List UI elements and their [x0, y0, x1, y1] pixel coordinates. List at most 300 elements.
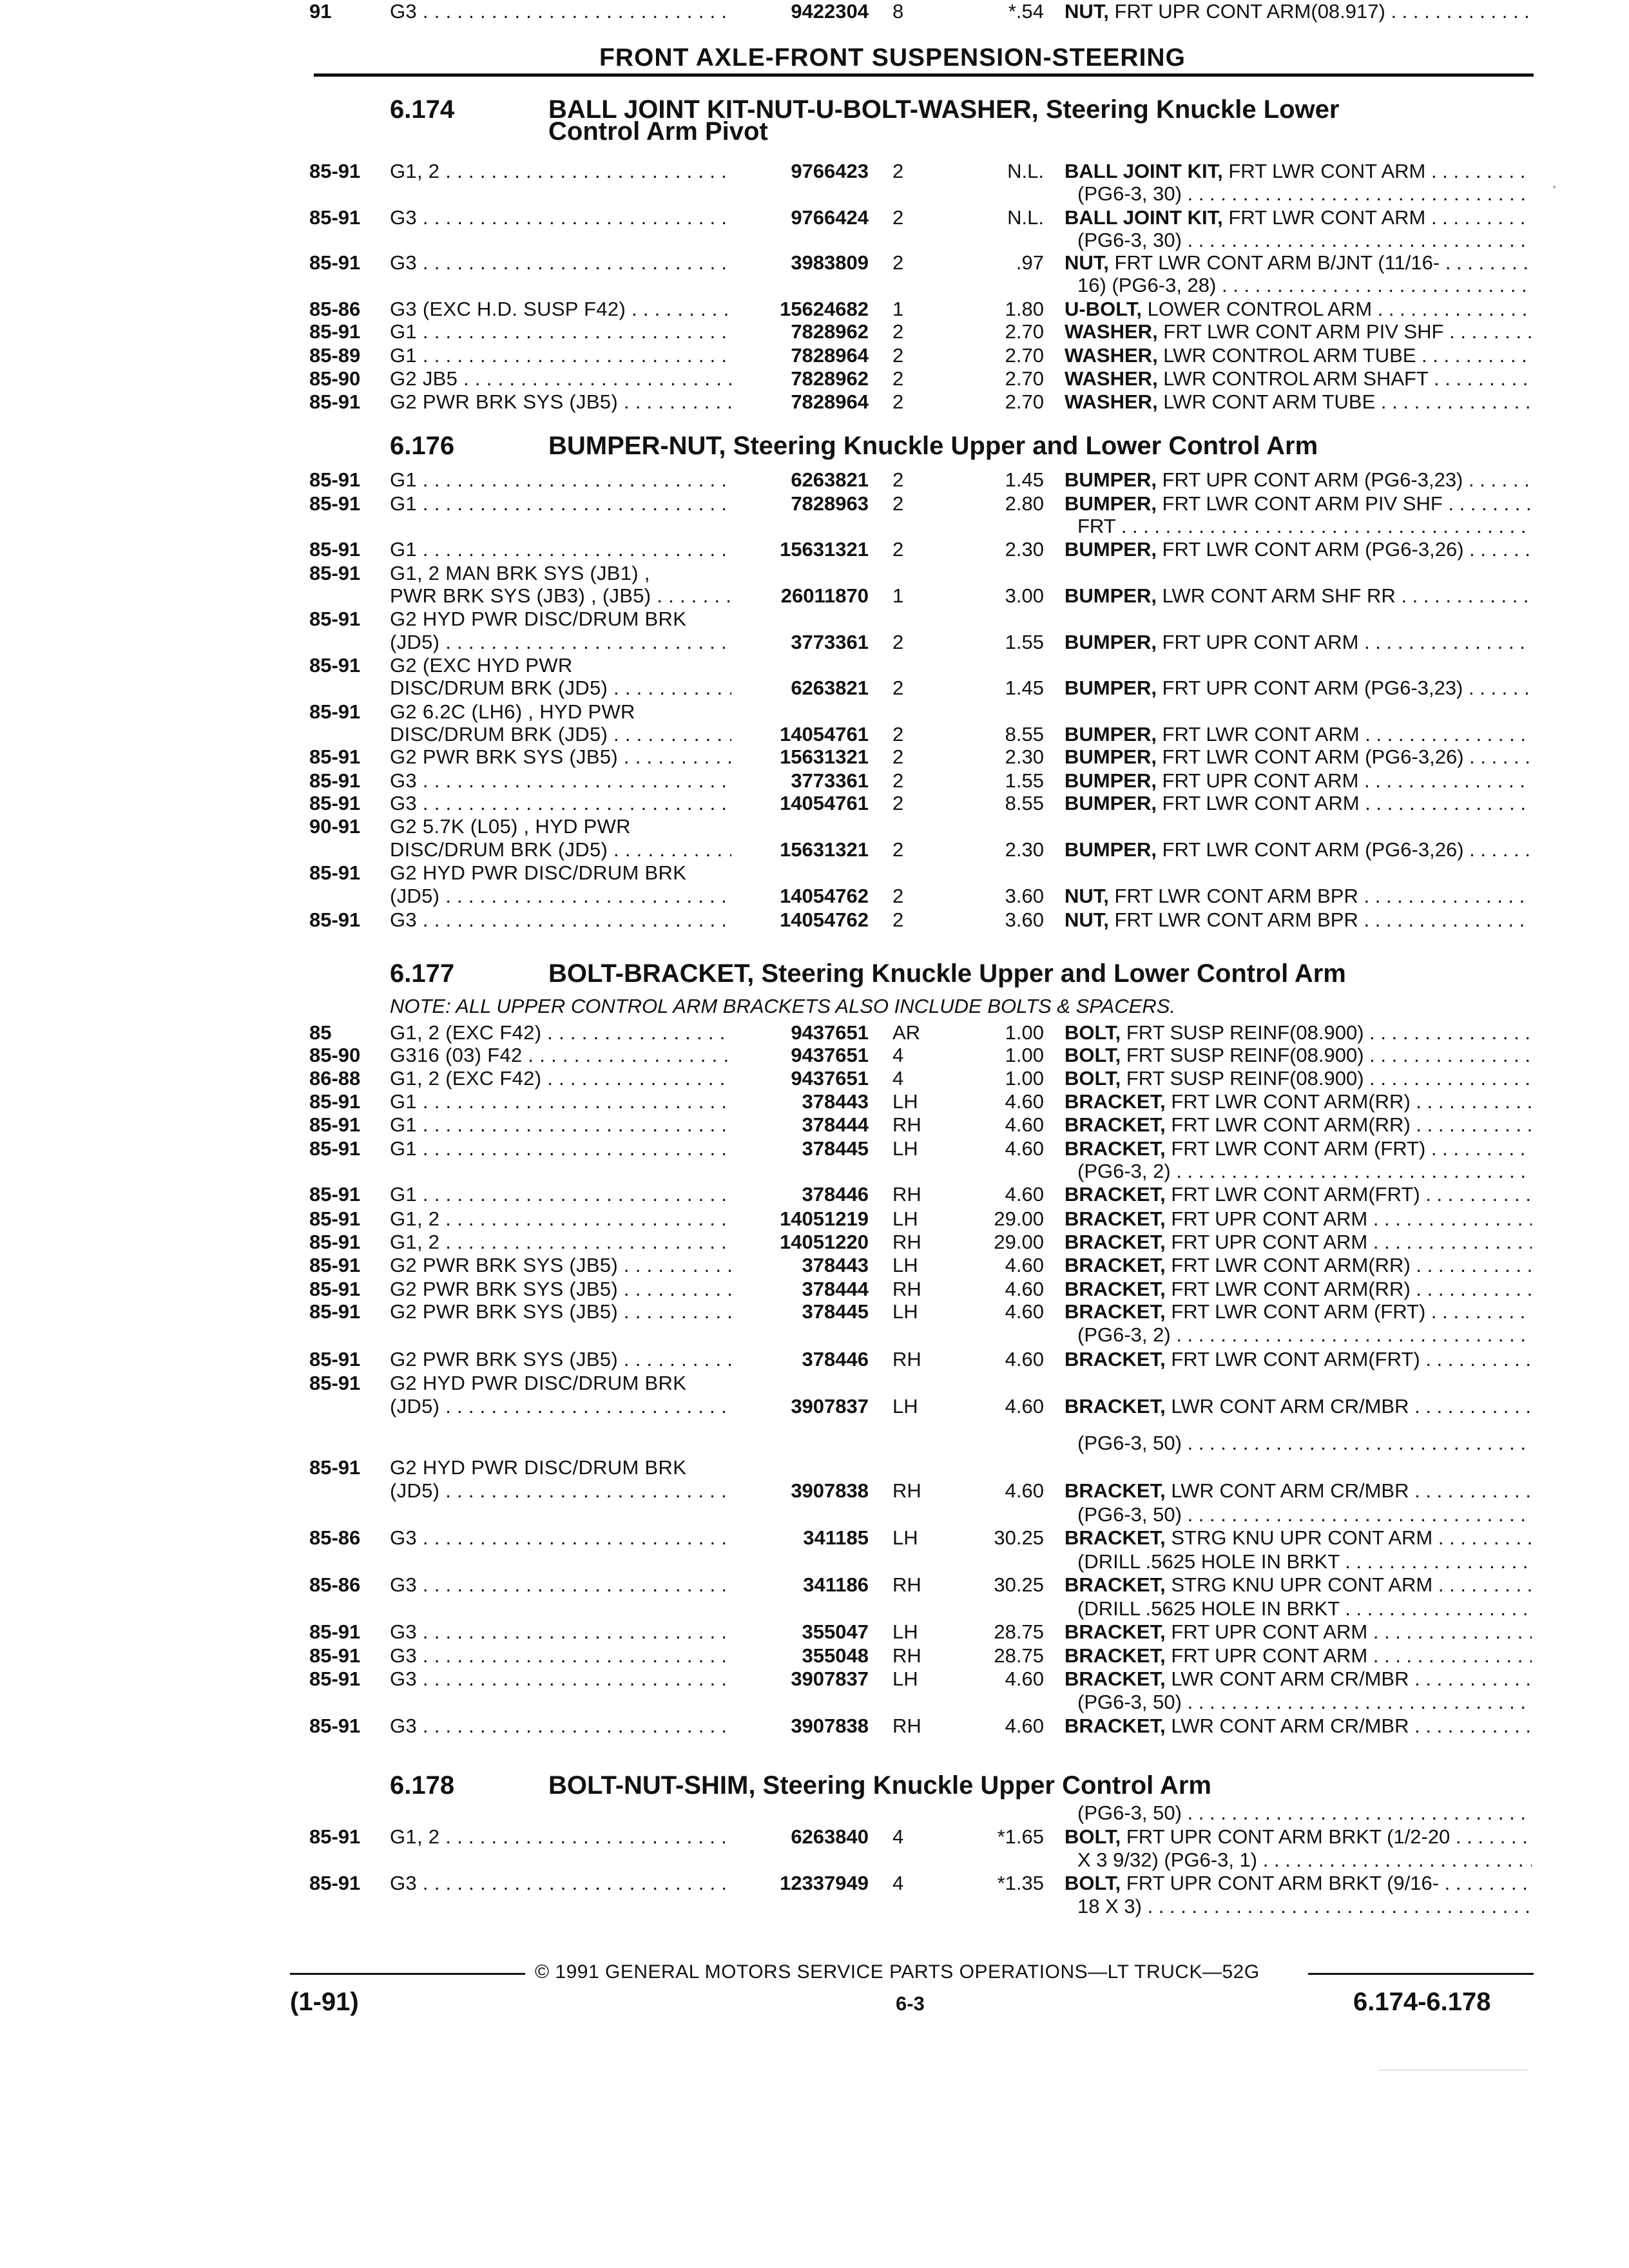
part-detail: FRT UPR CONT ARM [1165, 1620, 1368, 1643]
application: G2 PWR BRK SYS (JB5) . . . [390, 1254, 731, 1277]
quantity: 2 [892, 885, 904, 907]
part-number: 341185 [803, 1526, 869, 1549]
part-row-continuation [0, 1802, 1629, 1825]
part-name: BOLT, [1065, 1044, 1121, 1066]
part-description [1065, 344, 1532, 367]
part-row [0, 1231, 1629, 1254]
model-years: 86-88 [309, 1067, 361, 1090]
application: G3 . . . [390, 1526, 731, 1550]
part-number: 7828962 [791, 320, 869, 343]
part-description-continued: (PG6-3, 50) . . . [1077, 1802, 1532, 1825]
part-row-continuation [0, 515, 1629, 538]
part-detail: FRT UPR CONT ARM [1156, 769, 1359, 792]
part-row-continuation [0, 182, 1629, 206]
quantity: 2 [892, 745, 904, 768]
part-number: 7828962 [791, 367, 869, 390]
part-number: 3907838 [791, 1479, 869, 1502]
quantity: RH [892, 1278, 921, 1300]
part-number: 6263840 [791, 1825, 869, 1848]
part-name: BRACKET, [1065, 1479, 1166, 1502]
part-detail: FRT LWR CONT ARM BPR [1108, 908, 1358, 931]
application: G3 . . . [390, 792, 731, 815]
price: 4.60 [1005, 1090, 1044, 1113]
part-row [0, 0, 1629, 23]
price: 4.60 [1005, 1479, 1044, 1502]
part-row [0, 492, 1629, 515]
application: G2 PWR BRK SYS (JB5) . . . [390, 390, 731, 414]
part-number: 6263821 [791, 677, 869, 699]
part-name: BRACKET, [1065, 1526, 1166, 1549]
quantity: LH [892, 1137, 918, 1160]
price: 2.70 [1005, 390, 1044, 413]
part-name: NUT, [1065, 251, 1109, 274]
quantity: 2 [892, 769, 904, 792]
part-row-continuation [0, 1597, 1629, 1620]
application: G2 HYD PWR DISC/DRUM BRK [390, 1456, 687, 1479]
part-detail: FRT LWR CONT ARM(RR) [1165, 1254, 1411, 1276]
part-name: BRACKET, [1065, 1300, 1166, 1323]
part-number: 15631321 [780, 838, 869, 861]
application: G3 (EXC H.D. SUSP F42) . . . [390, 298, 731, 321]
model-years: 85-91 [309, 608, 361, 630]
part-description-continued: (DRILL .5625 HOLE IN BRKT . . . [1077, 1550, 1532, 1573]
section-number: 6.178 [390, 1771, 455, 1800]
part-description [1065, 769, 1532, 793]
section-title: BOLT-BRACKET, Steering Knuckle Upper and Lower Control Arm [548, 959, 1346, 988]
part-name: NUT, [1065, 885, 1109, 907]
part-description [1065, 1825, 1532, 1849]
part-row-continuation [0, 1895, 1629, 1918]
part-name: BOLT, [1065, 1825, 1121, 1848]
part-description [1065, 1644, 1532, 1667]
price: 4.60 [1005, 1395, 1044, 1418]
part-number: 14054761 [780, 792, 869, 814]
model-years: 85-90 [309, 1044, 361, 1066]
part-detail: LWR CONTROL ARM TUBE [1157, 344, 1416, 367]
part-row-continuation [0, 861, 1629, 885]
model-years: 85-91 [309, 1620, 361, 1643]
application: G1, 2 (EXC F42) . . . [390, 1067, 731, 1090]
quantity: 2 [892, 792, 904, 814]
part-number: 9766424 [791, 206, 869, 229]
price: 2.70 [1005, 344, 1044, 367]
price: 30.25 [994, 1526, 1044, 1549]
part-detail: LWR CONT ARM CR/MBR [1165, 1715, 1409, 1737]
quantity: 2 [892, 206, 904, 229]
part-row [0, 344, 1629, 367]
section-title: BOLT-NUT-SHIM, Steering Knuckle Upper Control Arm [548, 1771, 1211, 1800]
section-note: NOTE: ALL UPPER CONTROL ARM BRACKETS ALSO INCLUDE BOLTS & SPACERS. [390, 995, 1176, 1017]
part-row [0, 838, 1629, 861]
model-years: 85-91 [309, 792, 361, 814]
part-description [1065, 1479, 1532, 1503]
part-description [1065, 1137, 1532, 1160]
quantity: 2 [892, 251, 904, 274]
model-years: 85-91 [309, 1300, 361, 1323]
model-years: 85 [309, 1021, 332, 1044]
price: N.L. [1007, 160, 1044, 182]
part-description [1065, 1715, 1532, 1738]
footer-section-range: 6.174-6.178 [1353, 1988, 1491, 2016]
part-name: BUMPER, [1065, 677, 1157, 699]
application: G3 . . . [390, 769, 731, 793]
quantity: 8 [892, 0, 904, 23]
part-number: 3907838 [791, 1715, 869, 1737]
part-detail: STRG KNU UPR CONT ARM [1165, 1573, 1433, 1596]
quantity: RH [892, 1183, 921, 1206]
part-number: 9437651 [791, 1021, 869, 1044]
part-name: NUT, [1065, 908, 1109, 931]
price: 2.80 [1005, 492, 1044, 515]
part-description [1065, 298, 1532, 321]
part-description-continued: X 3 9/32) (PG6-3, 1) . . . [1077, 1849, 1532, 1872]
part-row [0, 1526, 1629, 1550]
application: G316 (03) F42 . . . [390, 1044, 731, 1067]
part-detail: FRT LWR CONT ARM(RR) [1165, 1278, 1411, 1300]
quantity: RH [892, 1231, 921, 1253]
price: 3.60 [1005, 885, 1044, 907]
model-years: 85-86 [309, 1526, 361, 1549]
part-row-continuation [0, 1550, 1629, 1573]
quantity: LH [892, 1254, 918, 1276]
part-name: BOLT, [1065, 1067, 1121, 1090]
model-years: 85-91 [309, 492, 361, 515]
part-row [0, 1348, 1629, 1371]
part-row [0, 468, 1629, 492]
part-row [0, 1137, 1629, 1160]
part-detail: LWR CONT ARM CR/MBR [1165, 1479, 1409, 1502]
quantity: 2 [892, 492, 904, 515]
header-rule [314, 73, 1534, 77]
model-years: 85-91 [309, 206, 361, 229]
part-description-continued: (PG6-3, 50) . . . [1077, 1691, 1532, 1714]
application: G1 . . . [390, 1090, 731, 1113]
model-years: 85-91 [309, 769, 361, 792]
price: 30.25 [994, 1573, 1044, 1596]
part-description [1065, 1231, 1532, 1254]
part-name: BRACKET, [1065, 1231, 1166, 1253]
model-years: 90-91 [309, 815, 361, 838]
model-years: 85-91 [309, 160, 361, 182]
part-description-continued: 18 X 3) . . . [1077, 1895, 1532, 1918]
application: G1 . . . [390, 344, 731, 367]
part-row [0, 1479, 1629, 1503]
part-name: WASHER, [1065, 367, 1158, 390]
part-number: 378444 [802, 1113, 869, 1136]
footer-page-number: 6-3 [896, 1992, 925, 2015]
part-detail: FRT LWR CONT ARM [1222, 160, 1426, 182]
part-name: NUT, [1065, 0, 1109, 23]
footer-date: (1-91) [290, 1988, 359, 2016]
part-description [1065, 390, 1532, 414]
price: 29.00 [994, 1207, 1044, 1230]
price: 2.30 [1005, 538, 1044, 561]
part-detail: FRT LWR CONT ARM(RR) [1165, 1113, 1411, 1136]
price: 1.00 [1005, 1044, 1044, 1066]
part-row [0, 631, 1629, 654]
part-number: 9422304 [791, 0, 869, 23]
model-years: 85-91 [309, 1183, 361, 1206]
section-subtitle: Control Arm Pivot [548, 117, 768, 146]
footer-rule-left [290, 1973, 525, 1975]
model-years: 85-91 [309, 1278, 361, 1300]
part-detail: LWR CONTROL ARM SHAFT [1157, 367, 1429, 390]
price: 1.80 [1005, 298, 1044, 320]
part-detail: FRT UPR CONT ARM (PG6-3,23) [1156, 677, 1463, 699]
part-row-continuation [0, 1849, 1629, 1872]
part-name: BUMPER, [1065, 769, 1157, 792]
part-description [1065, 1667, 1532, 1691]
part-name: BUMPER, [1065, 538, 1157, 561]
price: 1.00 [1005, 1021, 1044, 1044]
application: G1 . . . [390, 492, 731, 515]
part-detail: FRT LWR CONT ARM BPR [1108, 885, 1358, 907]
part-row-continuation [0, 700, 1629, 724]
part-row [0, 206, 1629, 229]
part-row-continuation [0, 1456, 1629, 1479]
model-years: 85-91 [309, 1456, 361, 1479]
application: G1, 2 . . . [390, 160, 731, 183]
part-detail: FRT LWR CONT ARM(FRT) [1165, 1183, 1420, 1206]
application: G3 . . . [390, 1573, 731, 1597]
part-name: WASHER, [1065, 390, 1158, 413]
quantity: LH [892, 1526, 918, 1549]
part-description [1065, 723, 1532, 746]
quantity: 1 [892, 298, 904, 320]
price: N.L. [1007, 206, 1044, 229]
part-row [0, 1644, 1629, 1667]
application: PWR BRK SYS (JB3) , (JB5) . . . [390, 584, 731, 608]
part-row [0, 1715, 1629, 1738]
part-row [0, 1044, 1629, 1067]
part-row-continuation [0, 229, 1629, 252]
quantity: 2 [892, 838, 904, 861]
model-years: 85-91 [309, 390, 361, 413]
part-name: BRACKET, [1065, 1278, 1166, 1300]
part-description [1065, 1044, 1532, 1067]
part-detail: FRT LWR CONT ARM (PG6-3,26) [1156, 538, 1464, 561]
price: .97 [1016, 251, 1044, 274]
application: G1, 2 MAN BRK SYS (JB1) , [390, 562, 650, 584]
price: *1.35 [997, 1872, 1044, 1894]
part-description [1065, 160, 1532, 183]
part-row-continuation [0, 1323, 1629, 1347]
part-description [1065, 1526, 1532, 1550]
part-detail: STRG KNU UPR CONT ARM [1165, 1526, 1433, 1549]
model-years: 85-90 [309, 367, 361, 390]
application: G3 . . . [390, 908, 731, 932]
application: (JD5) . . . [390, 1479, 731, 1503]
part-description [1065, 631, 1532, 654]
quantity: 4 [892, 1872, 904, 1894]
part-number: 378444 [802, 1278, 869, 1300]
part-name: BRACKET, [1065, 1207, 1166, 1230]
price: 4.60 [1005, 1278, 1044, 1300]
price: 4.60 [1005, 1715, 1044, 1737]
part-detail: FRT UPR CONT ARM [1165, 1644, 1368, 1667]
part-description [1065, 1090, 1532, 1113]
application: G3 . . . [390, 1715, 731, 1738]
model-years: 85-91 [309, 1207, 361, 1230]
part-description [1065, 1872, 1532, 1895]
part-description [1065, 1300, 1532, 1323]
model-years: 85-91 [309, 468, 361, 491]
application: G1 . . . [390, 320, 731, 343]
part-description [1065, 367, 1532, 390]
part-detail: FRT UPR CONT ARM BRKT (9/16- [1121, 1872, 1440, 1894]
part-name: BUMPER, [1065, 745, 1157, 768]
part-detail: FRT UPR CONT ARM [1165, 1207, 1368, 1230]
part-row [0, 1021, 1629, 1044]
model-years: 85-91 [309, 251, 361, 274]
part-description [1065, 1113, 1532, 1137]
part-number: 15624682 [780, 298, 869, 320]
quantity: AR [892, 1021, 921, 1044]
part-name: BRACKET, [1065, 1183, 1166, 1206]
application: G2 PWR BRK SYS (JB5) . . . [390, 745, 731, 769]
part-detail: FRT LWR CONT ARM PIV SHF [1157, 320, 1444, 343]
part-row [0, 723, 1629, 746]
part-detail: FRT LWR CONT ARM (PG6-3,26) [1156, 745, 1464, 768]
part-name: BUMPER, [1065, 723, 1157, 745]
part-number: 378445 [802, 1137, 869, 1160]
part-detail: FRT LWR CONT ARM [1156, 723, 1360, 745]
part-name: WASHER, [1065, 344, 1158, 367]
application: G1, 2 . . . [390, 1231, 731, 1254]
quantity: 4 [892, 1067, 904, 1090]
model-years: 85-91 [309, 1231, 361, 1253]
price: 4.60 [1005, 1254, 1044, 1276]
application: (JD5) . . . [390, 631, 731, 654]
part-description [1065, 492, 1532, 515]
part-description [1065, 1278, 1532, 1301]
model-years: 85-91 [309, 1254, 361, 1276]
application: G2 HYD PWR DISC/DRUM BRK [390, 1372, 687, 1394]
part-description [1065, 320, 1532, 343]
part-name: BRACKET, [1065, 1113, 1166, 1136]
footer-rule-right [1308, 1973, 1534, 1975]
part-row-continuation [0, 815, 1629, 838]
part-number: 9437651 [791, 1044, 869, 1066]
part-description-continued: (PG6-3, 50) . . . [1077, 1503, 1532, 1526]
quantity: 2 [892, 344, 904, 367]
price: 1.55 [1005, 631, 1044, 653]
model-years: 85-91 [309, 1137, 361, 1160]
part-detail: FRT SUSP REINF(08.900) [1121, 1067, 1364, 1090]
application: G1, 2 . . . [390, 1207, 731, 1231]
part-row [0, 1113, 1629, 1137]
part-name: BRACKET, [1065, 1254, 1166, 1276]
part-number: 3773361 [791, 631, 869, 653]
part-name: BRACKET, [1065, 1644, 1166, 1667]
part-description [1065, 1207, 1532, 1231]
model-years: 85-91 [309, 745, 361, 768]
quantity: 2 [892, 367, 904, 390]
part-row-continuation [0, 1372, 1629, 1395]
part-row [0, 1183, 1629, 1206]
application: G2 5.7K (L05) , HYD PWR [390, 815, 631, 838]
part-number: 7828964 [791, 344, 869, 367]
part-detail: FRT LWR CONT ARM (FRT) [1165, 1300, 1426, 1323]
part-row-continuation [0, 1691, 1629, 1714]
part-description-continued: (PG6-3, 30) . . . [1077, 229, 1532, 252]
part-number: 378443 [802, 1090, 869, 1113]
part-row-continuation [0, 1160, 1629, 1183]
model-years: 85-91 [309, 654, 361, 677]
application: G1 . . . [390, 1113, 731, 1137]
price: 8.55 [1005, 792, 1044, 814]
part-row [0, 298, 1629, 321]
part-description [1065, 885, 1532, 908]
part-number: 14051220 [780, 1231, 869, 1253]
quantity: RH [892, 1644, 921, 1667]
part-detail: LWR CONT ARM TUBE [1157, 390, 1376, 413]
part-detail: FRT LWR CONT ARM(FRT) [1165, 1348, 1420, 1370]
part-name: U-BOLT, [1065, 298, 1142, 320]
quantity: RH [892, 1715, 921, 1737]
quantity: 2 [892, 908, 904, 931]
part-row [0, 1067, 1629, 1090]
part-detail: FRT LWR CONT ARM (PG6-3,26) [1156, 838, 1464, 861]
model-years: 85-91 [309, 1667, 361, 1690]
part-row [0, 390, 1629, 414]
application: G2 6.2C (LH6) , HYD PWR [390, 700, 635, 723]
quantity: 2 [892, 631, 904, 653]
part-detail: FRT UPR CONT ARM [1156, 631, 1359, 653]
price: 2.70 [1005, 320, 1044, 343]
quantity: 2 [892, 160, 904, 182]
model-years: 91 [309, 0, 332, 23]
part-number: 3907837 [791, 1395, 869, 1418]
part-row-continuation [0, 608, 1629, 631]
part-number: 9766423 [791, 160, 869, 182]
part-row-continuation [0, 562, 1629, 585]
part-row [0, 320, 1629, 343]
part-name: BALL JOINT KIT, [1065, 160, 1223, 182]
part-row-continuation [0, 274, 1629, 297]
part-detail: FRT UPR CONT ARM (PG6-3,23) [1156, 468, 1463, 491]
part-description-continued: FRT . . . [1077, 515, 1532, 538]
part-row [0, 1300, 1629, 1323]
model-years: 85-91 [309, 1825, 361, 1848]
application: DISC/DRUM BRK (JD5) . . . [390, 677, 731, 700]
application: G1 . . . [390, 468, 731, 492]
part-detail: FRT UPR CONT ARM(08.917) [1108, 0, 1385, 23]
part-description [1065, 538, 1532, 561]
model-years: 85-91 [309, 1348, 361, 1370]
application: (JD5) . . . [390, 885, 731, 908]
part-name: BRACKET, [1065, 1715, 1166, 1737]
part-description [1065, 1021, 1532, 1044]
part-name: BUMPER, [1065, 584, 1157, 607]
quantity: LH [892, 1207, 918, 1230]
part-number: 378445 [802, 1300, 869, 1323]
part-number: 15631321 [780, 538, 869, 561]
section-number: 6.177 [390, 959, 455, 988]
model-years: 85-91 [309, 1644, 361, 1667]
price: 1.45 [1005, 468, 1044, 491]
application: (JD5) . . . [390, 1395, 731, 1418]
quantity: LH [892, 1090, 918, 1113]
part-number: 3907837 [791, 1667, 869, 1690]
part-detail: FRT LWR CONT ARM (FRT) [1165, 1137, 1426, 1160]
model-years: 85-89 [309, 344, 361, 367]
quantity: 2 [892, 538, 904, 561]
application: G1 . . . [390, 538, 731, 561]
part-detail: FRT UPR CONT ARM [1165, 1231, 1368, 1253]
part-description [1065, 584, 1532, 608]
copyright-line [0, 1961, 1629, 1987]
